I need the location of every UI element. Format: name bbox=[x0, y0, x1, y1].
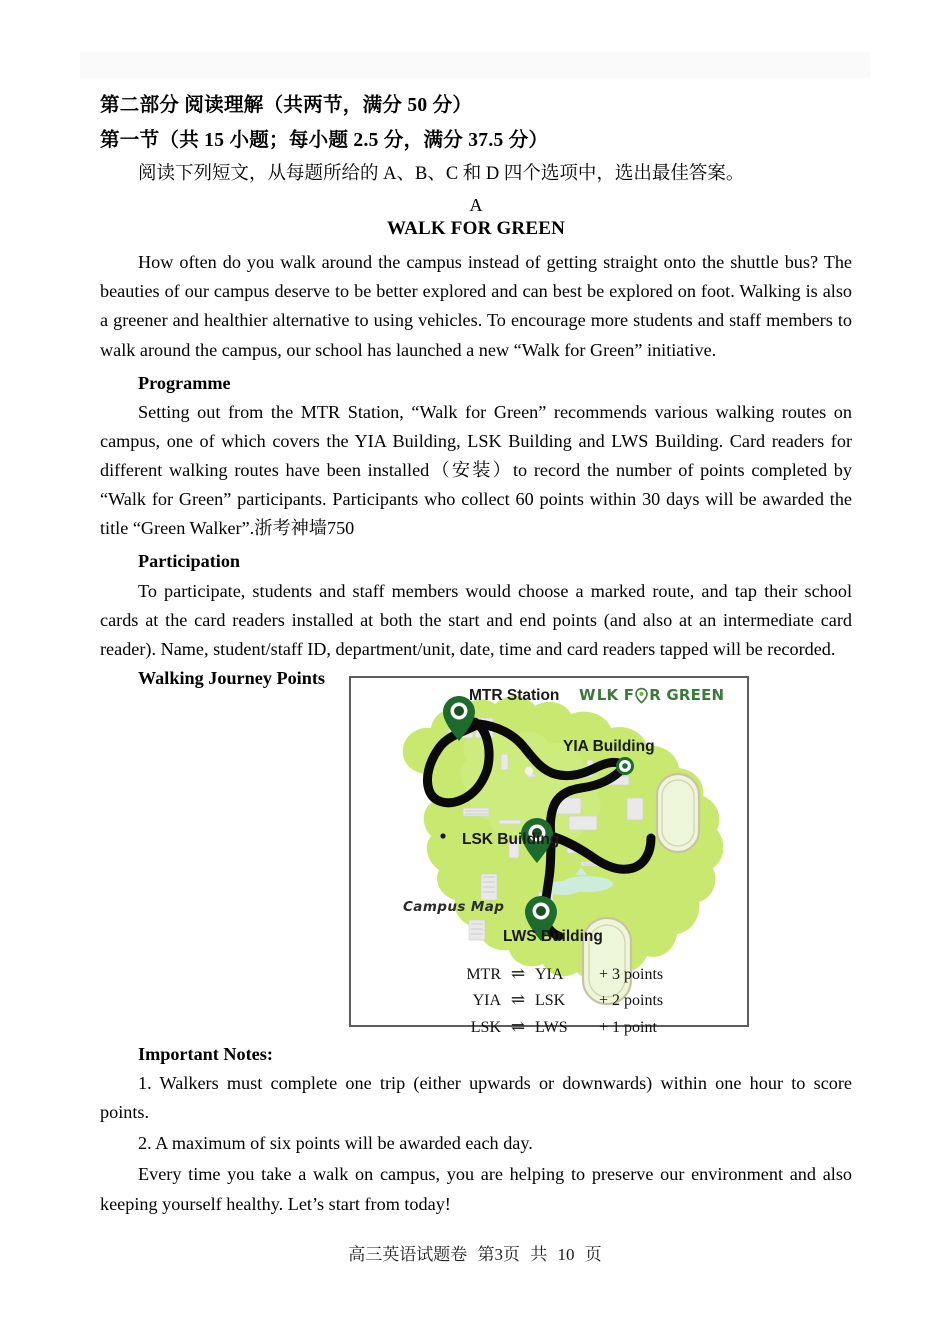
figure-walking-journey-points bbox=[100, 668, 852, 1036]
paragraph-closing: Every time you take a walk on campus, you are helping to preserve our environment and also keeping yourself healthy. Let’s start from today! bbox=[100, 1164, 852, 1214]
points-from: YIA bbox=[472, 992, 501, 1010]
points-value: + 1 point bbox=[599, 1018, 657, 1036]
points-row bbox=[457, 987, 663, 1013]
points-from: MTR bbox=[466, 965, 501, 983]
footer-exam-name: 高三英语试题卷 bbox=[348, 1245, 468, 1264]
subsection-heading: 第一节（共 15 小题；每小题 2.5 分，满分 37.5 分） bbox=[100, 129, 549, 151]
footer-total-prefix: 共 bbox=[530, 1245, 548, 1264]
heading-programme: Programme bbox=[138, 372, 231, 393]
note-item-2: 2. A maximum of six points will be awarded each day. bbox=[138, 1133, 533, 1154]
points-table bbox=[457, 961, 663, 1040]
equilibrium-arrow-icon: ⇌ bbox=[510, 963, 526, 983]
document-content bbox=[100, 92, 852, 1221]
page-footer bbox=[0, 1240, 950, 1265]
logo-text-part3: R GREEN bbox=[649, 685, 725, 704]
footer-total-suffix: 页 bbox=[584, 1245, 602, 1264]
points-to: YIA bbox=[535, 965, 564, 983]
logo-text-part1: W bbox=[579, 685, 596, 704]
logo-location-pin-icon bbox=[635, 688, 648, 703]
reading-instruction: 阅读下列短文，从每题所给的 A、B、C 和 D 四个选项中，选出最佳答案。 bbox=[138, 164, 745, 185]
points-to: LWS bbox=[535, 1018, 568, 1036]
points-row bbox=[457, 1014, 663, 1040]
map-label-lws-building: LWS Building bbox=[503, 927, 603, 945]
footer-total-pages: 10 bbox=[557, 1245, 575, 1264]
equilibrium-arrow-icon: ⇌ bbox=[510, 990, 526, 1010]
equilibrium-arrow-icon: ⇌ bbox=[510, 1016, 526, 1036]
points-to: LSK bbox=[535, 992, 566, 1010]
yia-route-node bbox=[618, 758, 633, 773]
paragraph-intro: How often do you walk around the campus instead of getting straight onto the shuttle bus? The beauties of our campus deserve to be better explored and can best be explored on foot. Walking is also a greener and healthier alternative to using vehicles. To encourage more students and staff members to walk around the campus, our school has launched a new “Walk for Green” initiative. bbox=[100, 252, 852, 360]
passage-letter: A bbox=[469, 195, 483, 216]
paragraph-participation: To participate, students and staff members would choose a marked route, and tap their school cards at the card readers installed at both the start and end points (and also at an intermediate card reader). Name, student/staff ID, department/unit, date, time and card readers tapped will be recorded. bbox=[100, 580, 852, 659]
stadium-track-upper bbox=[657, 774, 699, 852]
map-label-mtr-station: MTR Station bbox=[469, 686, 560, 704]
walk-for-green-logo bbox=[579, 686, 724, 704]
heading-important-notes: Important Notes: bbox=[138, 1043, 273, 1064]
footer-page-number: 第3页 bbox=[477, 1245, 520, 1264]
paragraph-programme: Setting out from the MTR Station, “Walk for Green” recommends various walking routes on campus, one of which covers the YIA Building, LSK Building and LWS Building. Card readers for different walking routes have been installed（安装）to record the number of points completed by “Walk for Green” participants. Participants who collect 60 points within 30 days will be awarded the title “Green Walker”.浙考神墙750 bbox=[100, 401, 852, 539]
figure-heading: Walking Journey Points bbox=[138, 667, 325, 688]
points-value: + 3 points bbox=[599, 965, 664, 983]
passage-title: WALK FOR GREEN bbox=[386, 218, 566, 240]
map-caption-campus-map: Campus Map bbox=[403, 898, 505, 915]
note-item-1: 1. Walkers must complete one trip (either upwards or downwards) within one hour to score points. bbox=[100, 1073, 852, 1123]
heading-participation: Participation bbox=[138, 551, 241, 572]
scan-artifact-band bbox=[80, 52, 870, 78]
map-dot bbox=[440, 833, 445, 838]
map-label-lsk-building: LSK Building bbox=[462, 830, 560, 848]
campus-map-canvas bbox=[351, 678, 747, 1036]
map-label-yia-building: YIA Building bbox=[563, 737, 655, 755]
campus-map-figure bbox=[349, 676, 749, 1036]
logo-text-part2: LK F bbox=[596, 685, 635, 704]
points-value: + 2 points bbox=[599, 992, 664, 1010]
points-row bbox=[457, 961, 663, 987]
section-heading: 第二部分 阅读理解（共两节，满分 50 分） bbox=[100, 95, 473, 116]
points-from: LSK bbox=[470, 1018, 501, 1036]
